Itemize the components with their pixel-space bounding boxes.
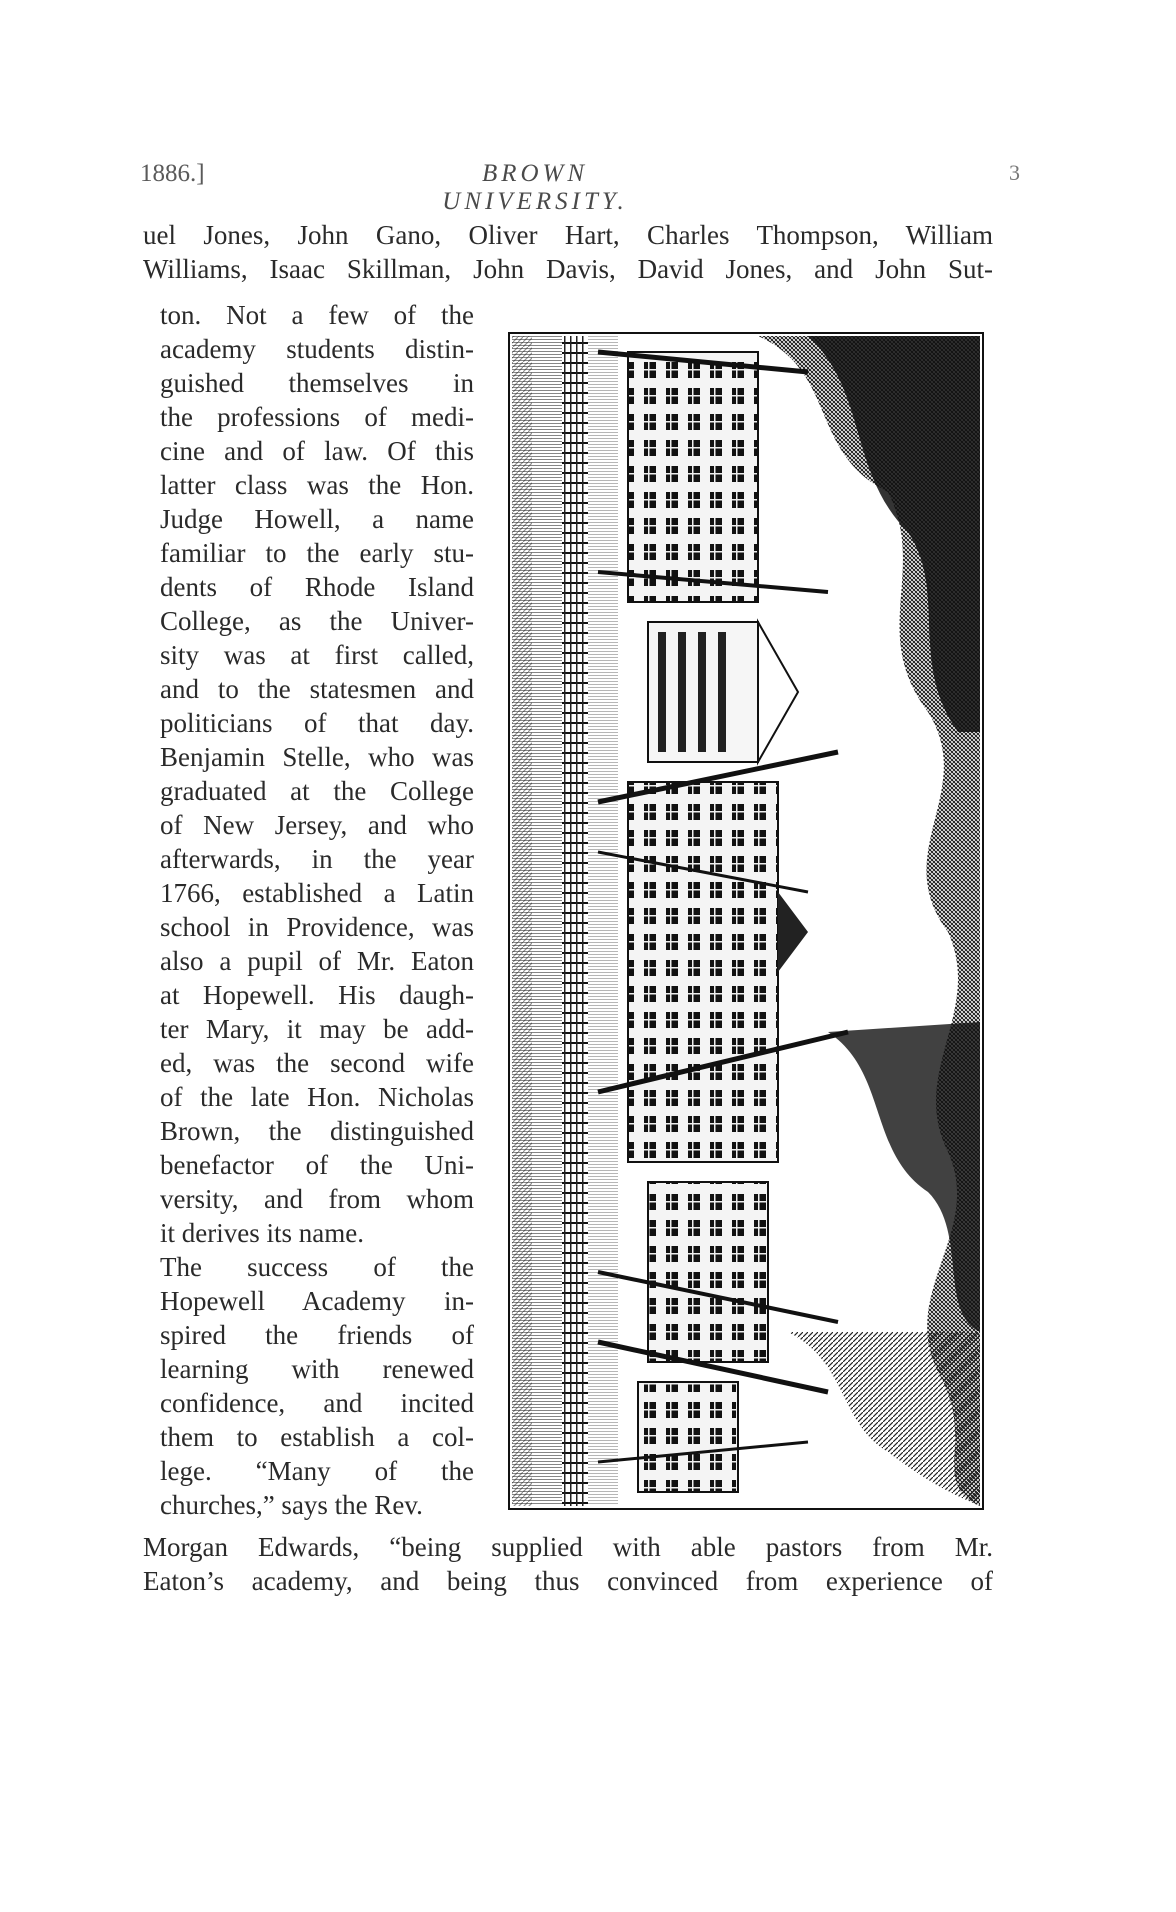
text-line: benefactor of the Uni- — [160, 1150, 474, 1180]
text-line: graduated at the College — [160, 776, 474, 806]
text-line: versity, and from whom — [160, 1184, 474, 1214]
text-line: Hopewell Academy in- — [160, 1286, 474, 1316]
text-line: of the late Hon. Nicholas — [160, 1082, 474, 1112]
text-line: cine and of law. Of this — [160, 436, 474, 466]
text-line: guished themselves in — [160, 368, 474, 398]
campus-engraving-icon — [508, 332, 984, 1510]
text-line: Brown, the distinguished — [160, 1116, 474, 1146]
text-line: latter class was the Hon. — [160, 470, 474, 500]
text-line: academy students distin- — [160, 334, 474, 364]
header-year: 1886.] — [140, 160, 205, 187]
text-line: ter Mary, it may be add- — [160, 1014, 474, 1044]
text-line: 1766, established a Latin — [160, 878, 474, 908]
running-title: BROWN UNIVERSITY. — [442, 160, 628, 215]
text-line: at Hopewell. His daugh- — [160, 980, 474, 1010]
page-number: 3 — [1009, 160, 1020, 185]
text-line: sity was at first called, — [160, 640, 474, 670]
text-line: school in Providence, was — [160, 912, 474, 942]
text-line: politicians of that day. — [160, 708, 474, 738]
text-line: Judge Howell, a name — [160, 504, 474, 534]
text-line: ed, was the second wife — [160, 1048, 474, 1078]
text-line: ton. Not a few of the — [160, 300, 474, 330]
text-line: dents of Rhode Island — [160, 572, 474, 602]
text-line: of New Jersey, and who — [160, 810, 474, 840]
text-line: familiar to the early stu- — [160, 538, 474, 568]
text-line: The success of the — [160, 1252, 474, 1282]
text-line: churches,” says the Rev. — [160, 1490, 423, 1520]
text-line: Morgan Edwards, “being supplied with able pastors from Mr. — [143, 1532, 993, 1562]
text-line: confidence, and incited — [160, 1388, 474, 1418]
text-line: learning with renewed — [160, 1354, 474, 1384]
text-line: also a pupil of Mr. Eaton — [160, 946, 474, 976]
text-line: Benjamin Stelle, who was — [160, 742, 474, 772]
campus-engraving — [508, 332, 984, 1510]
running-header — [140, 160, 1020, 215]
text-line: College, as the Univer- — [160, 606, 474, 636]
text-line: the professions of medi- — [160, 402, 474, 432]
text-line: Eaton’s academy, and being thus convinced from experience of — [143, 1566, 993, 1596]
text-line: spired the friends of — [160, 1320, 474, 1350]
text-line: them to establish a col- — [160, 1422, 474, 1452]
text-line: uel Jones, John Gano, Oliver Hart, Charles Thompson, William — [143, 220, 993, 250]
text-line: and to the statesmen and — [160, 674, 474, 704]
text-line: afterwards, in the year — [160, 844, 474, 874]
text-line: it derives its name. — [160, 1218, 364, 1248]
text-line: lege. “Many of the — [160, 1456, 474, 1486]
text-line: Williams, Isaac Skillman, John Davis, David Jones, and John Sut- — [143, 254, 993, 284]
